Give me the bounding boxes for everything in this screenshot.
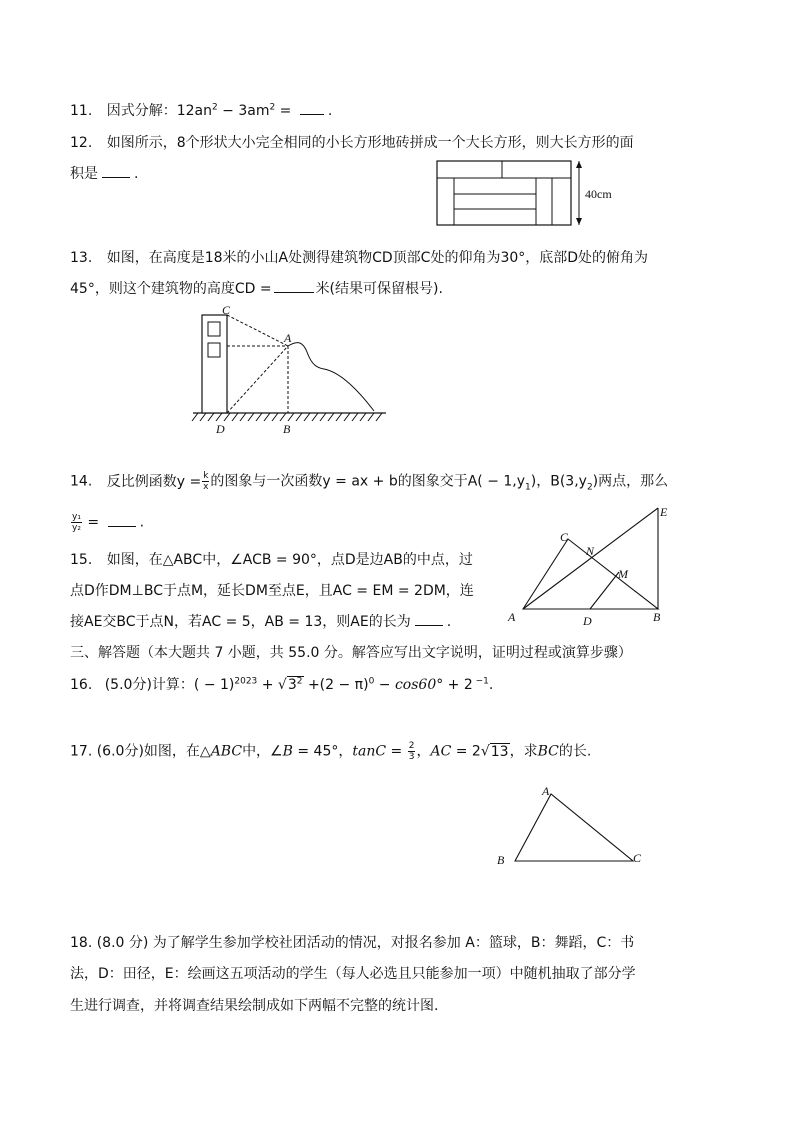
q14-answer-blank — [108, 514, 136, 527]
q18-number: 18. — [70, 935, 93, 951]
q12-answer-blank — [102, 165, 130, 178]
q15-label-a: A — [508, 610, 516, 624]
q15-label-n: N — [586, 544, 595, 558]
question-15-line1: 15. 如图，在△ABC中，∠ACB = 90°，点D是边AB的中点，过 — [70, 552, 473, 568]
q13-answer-blank — [274, 280, 314, 293]
q13-label-c: C — [222, 303, 231, 317]
q15-label-b: B — [653, 610, 661, 624]
q17-label-a: A — [542, 784, 550, 798]
q12-number: 12. — [70, 135, 93, 151]
q17-number: 17. — [70, 743, 93, 760]
q15-label-m: M — [618, 567, 628, 581]
q14-fraction-k-over-x: $\frac{k}{x}$ — [203, 471, 209, 492]
q11-answer-blank — [300, 102, 324, 115]
question-11: 11. 因式分解：$12an^2 - 3am^2$ = . — [70, 102, 333, 119]
q15-label-c: C — [560, 530, 569, 544]
question-18-line3: 生进行调查，并将调查结果绘制成如下两幅不完整的统计图. — [70, 998, 439, 1014]
q13-label-d: D — [216, 422, 225, 436]
question-14-line1: 14. 反比例函数y = $\frac{k}{x}$ 的图象与一次函数y = ax + b的图象交于$A( - 1,y_1)$，$B(3,y_2)$两点，那么 — [70, 471, 669, 493]
question-15-line2: 点D作DM⊥BC于点M，延长DM至点E，且AC = EM = 2DM，连 — [70, 583, 474, 599]
q12-dimension-label: 40cm — [585, 187, 612, 201]
q16-sqrt: $√3^2$ — [277, 676, 303, 693]
question-14-line2: $\frac{\text{y₁}}{\text{y₂}}$ = . — [72, 512, 145, 533]
q15-label-d: D — [583, 614, 592, 628]
q15-label-e: E — [660, 505, 668, 519]
section-3-heading: 三、解答题（本大题共 7 小题，共 55.0 分。解答应写出文字说明，证明过程或演算步骤） — [70, 645, 632, 661]
q15-answer-blank — [415, 613, 443, 626]
q11-number: 11. — [70, 103, 93, 119]
q12-tile-figure — [430, 158, 610, 230]
q15-triangle-figure — [505, 503, 685, 628]
question-16: 16. (5.0分)计算：( − $1)^{2023} + √3^2 +(2 - \pi)^0 - \cos 60^\circ + 2$ $^{-1}$. — [70, 676, 494, 693]
question-13-line2: 45°，则这个建筑物的高度CD = 米(结果可保留根号). — [70, 281, 443, 297]
q16-number: 16. — [70, 677, 93, 693]
q17-triangle-figure — [495, 783, 655, 873]
question-15-line3: 接AE交BC于点N，若AC = 5，AB = 13，则AE的长为 . — [70, 614, 452, 630]
q17-sqrt: √13 — [480, 743, 509, 760]
q13-number: 13. — [70, 250, 93, 266]
q13-label-a: A — [284, 331, 292, 345]
q17-label-b: B — [497, 853, 505, 867]
q13-hill-building-figure — [190, 302, 420, 442]
q11-text: 因式分解：12an — [106, 103, 212, 119]
question-13-line1: 13. 如图，在高度是18米的小山A处测得建筑物CD顶部C处的仰角为30°，底部D处的俯角为 — [70, 250, 649, 266]
q14-fraction-y1-over-y2: $\frac{\text{y₁}}{\text{y₂}}$ — [72, 512, 81, 533]
question-18-line2: 法，D：田径，E：绘画这五项活动的学生（每人必选且只能参加一项）中随机抽取了部分学 — [70, 966, 636, 982]
question-18-line1: 18. (8.0 分) 为了解学生参加学校社团活动的情况，对报名参加 A：篮球，B：舞蹈，C：书 — [70, 935, 635, 951]
q13-label-b: B — [283, 422, 291, 436]
question-12-line2: 积是 . — [70, 166, 139, 182]
question-12-line1: 12. 如图所示，8个形状大小完全相同的小长方形地砖拼成一个大长方形，则大长方形的面 — [70, 135, 634, 151]
q14-number: 14. — [70, 473, 93, 490]
q17-fraction-2-over-3: $\frac{2}{3}$ — [408, 741, 415, 762]
q17-label-c: C — [633, 851, 642, 865]
question-17: 17. (6.0分)如图，在△ABC中，∠B = 45°，tanC = $\frac{2}{3}$ ，AC = 2√13，求BC的长. — [70, 741, 592, 762]
q15-number: 15. — [70, 552, 93, 568]
